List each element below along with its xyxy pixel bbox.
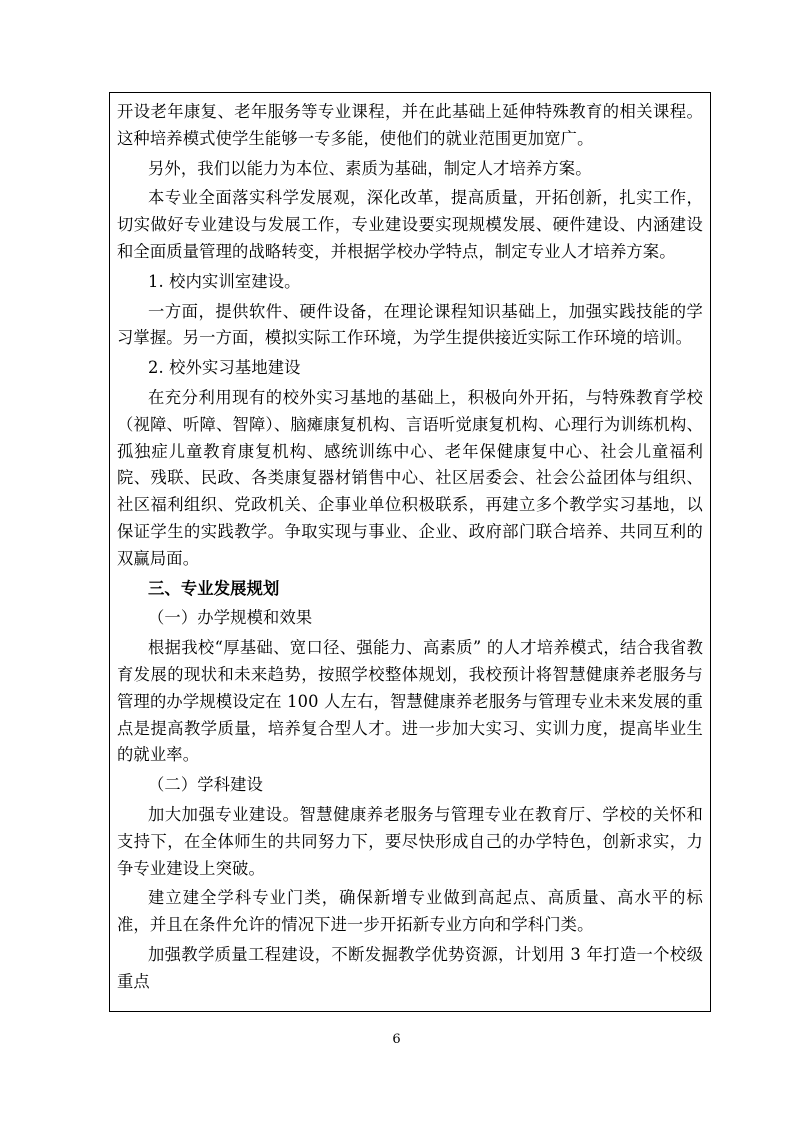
paragraph-1: 开设老年康复、老年服务等专业课程，并在此基础上延伸特殊教育的相关课程。这种培养模式使学生能够一专多能，使他们的就业范围更加宽广。 [117,102,703,148]
paragraph-9: 加强教学质量工程建设，不断发掘教学优势资源，计划用 3 年打造一个校级重点 [117,944,703,991]
page-number: 6 [392,1032,401,1047]
paragraph-4: 一方面，提供软件、硬件设备，在理论课程知识基础上，加强实践技能的学习掌握。另一方面，模拟实际工作环境，为学生提供接近实际工作环境的培训。 [117,301,703,348]
paragraph-7: 加大加强专业建设。智慧健康养老服务与管理专业在教育厅、学校的关怀和支持下，在全体师生的共同努力下，要尽快形成自己的办学特色，创新求实，力争专业建设上突破。 [117,804,703,878]
subsection-heading-1: （一）办学规模和效果 [148,608,313,628]
document-body [117,99,703,999]
paragraph-2: 另外，我们以能力为本位、素质为基础，制定人才培养方案。 [148,158,592,178]
paragraph-6: 根据我校“厚基础、宽口径、强能力、高素质” 的人才培养模式，结合我省教育发展的现状和未来趋势，按照学校整体规划，我校预计将智慧健康养老服务与管理的办学规模设定在 100 人左右，智慧健康养老服务与管理专业未来发展的重点是提高教学质量，培养复合型人才。进一步加大实习、实训力度，提高毕业生的就业率。 [117,638,703,765]
list-item-2: 2. 校外实习基地建设 [148,358,301,378]
section-heading: 三、专业发展规划 [148,578,280,598]
list-item-1: 1. 校内实训室建设。 [148,271,301,291]
paragraph-8: 建立建全学科专业门类，确保新增专业做到高起点、高质量、高水平的标准，并且在条件允许的情况下进一步开拓新专业方向和学科门类。 [117,888,703,935]
paragraph-5: 在充分利用现有的校外实习基地的基础上，积极向外开拓，与特殊教育学校（视障、听障、智障）、脑瘫康复机构、言语听觉康复机构、心理行为训练机构、孤独症儿童教育康复机构、感统训练中心、老年保健康复中心、社会儿童福利院、残联、民政、各类康复器材销售中心、社区居委会、社会公益团体与组织、社区福利组织、党政机关、企事业单位积极联系，再建立多个教学实习基地，以保证学生的实践教学。争取实现与事业、企业、政府部门联合培养、共同互利的双赢局面。 [117,387,703,568]
paragraph-3: 本专业全面落实科学发展观，深化改革，提高质量，开拓创新，扎实工作，切实做好专业建设与发展工作，专业建设要实现规模发展、硬件建设、内涵建设和全面质量管理的战略转变，并根据学校办学特点，制定专业人才培养方案。 [117,188,703,261]
subsection-heading-2: （二）学科建设 [148,775,264,795]
